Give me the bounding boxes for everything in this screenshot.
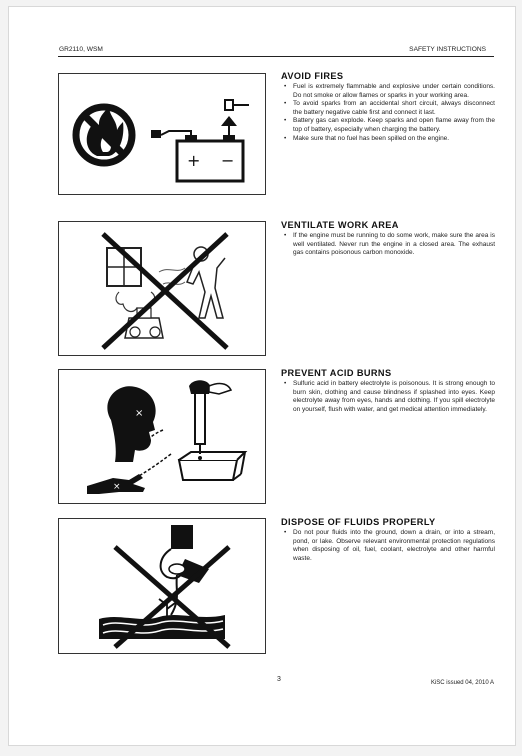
ventilation-illustration [58, 221, 266, 356]
section-ventilate-work-area [281, 220, 495, 258]
no-fire-illustration [58, 73, 266, 195]
acid-splash-icon [59, 370, 265, 503]
page-number: 3 [277, 676, 281, 683]
bullet-item: • Fuel is extremely flammable and explosive under certain conditions. Do not smoke or allow flames or sparks in your working area. [281, 83, 495, 100]
bullet-item: • Make sure that no fuel has been spilled on the engine. [281, 135, 495, 144]
bullet-item: • Sulfuric acid in battery electrolyte is poisonous. It is strong enough to burn skin, clothing and cause blindness if splashed into eyes. Keep electrolyte away from eyes, hands and clothing. If you spill electrolyte on yourself, flush with water, and get medical attention immediately. [281, 380, 495, 414]
section-title: PREVENT ACID BURNS [281, 368, 392, 378]
section-dispose-fluids [281, 517, 495, 563]
dispose-fluids-illustration [58, 518, 266, 654]
svg-text:+: + [187, 151, 201, 170]
pouring-fluid-icon [59, 519, 265, 653]
header-rule [58, 56, 494, 57]
header-model: GR2110, WSM [59, 46, 103, 53]
header-section-title: SAFETY INSTRUCTIONS [409, 46, 486, 53]
bullet-item: • To avoid sparks from an accidental short circuit, always disconnect the battery negative cable first and connect it last. [281, 100, 495, 117]
svg-text:−: − [221, 151, 235, 170]
section-title: DISPOSE OF FLUIDS PROPERLY [281, 517, 436, 527]
svg-text:×: × [135, 408, 144, 419]
bullet-item: • If the engine must be running to do some work, make sure the area is well ventilated. Never run the engine in a closed area. The exhaust gas contains poisonous carbon monoxide. [281, 232, 495, 258]
section-title: VENTILATE WORK AREA [281, 220, 399, 230]
section-title: AVOID FIRES [281, 71, 344, 81]
section-avoid-fires [281, 71, 495, 143]
acid-burn-illustration [58, 369, 266, 504]
no-fire-battery-icon [59, 74, 265, 194]
section-prevent-acid-burns [281, 368, 495, 414]
bullet-item: • Do not pour fluids into the ground, down a drain, or into a stream, pond, or lake. Observe relevant environmental protection regulations when disposing of oil, fuel, coolant, electrolyte and other harmful waste. [281, 529, 495, 563]
issue-note: KiSC issued 04, 2010 A [430, 680, 494, 686]
svg-text:×: × [113, 482, 121, 492]
bullet-item: • Battery gas can explode. Keep sparks and open flame away from the top of battery, especially when charging the battery. [281, 117, 495, 134]
closed-room-engine-icon [59, 222, 265, 355]
